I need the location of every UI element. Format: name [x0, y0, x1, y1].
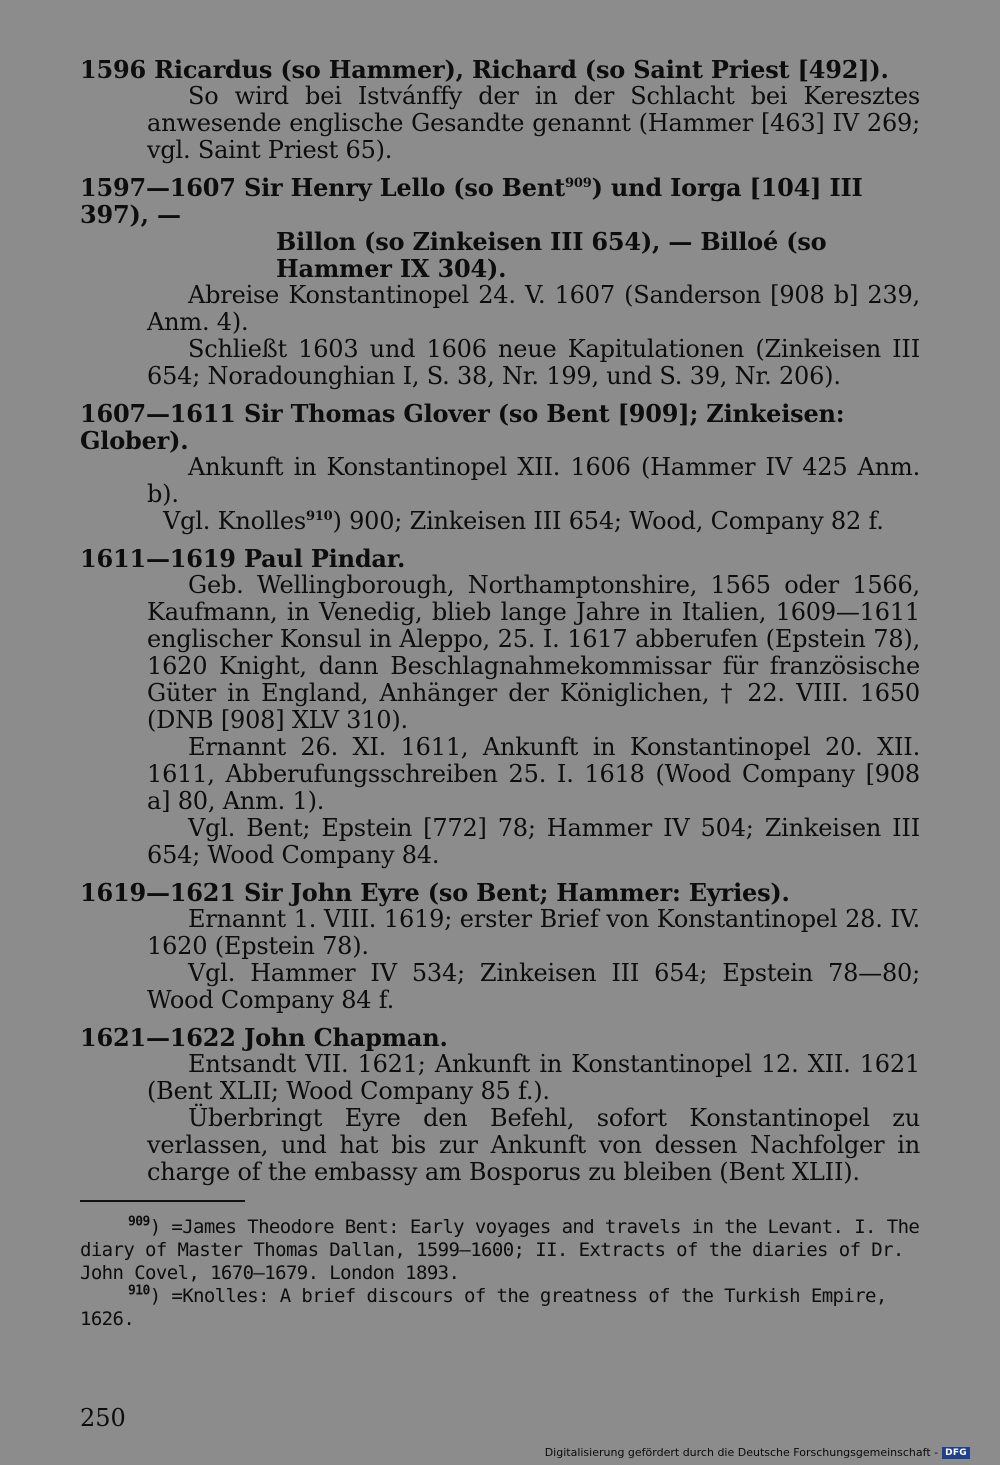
- page-number: 250: [80, 1404, 126, 1432]
- entry-heading: 1596 Ricardus (so Hammer), Richard (so Saint Priest [492]).: [80, 55, 889, 84]
- entry-heading: 1611—1619 Paul Pindar.: [80, 544, 406, 573]
- heading-text-tail: ) und Iorga [104] III 397), —: [80, 173, 863, 229]
- footnote-ref: 909: [565, 176, 592, 191]
- entry-1611: [80, 545, 920, 869]
- entry-paragraph: Überbringt Eyre den Befehl, sofort Konstantinopel zu verlassen, und hat bis zur Ankunft von dessen Nachfolger in charge of the embassy am Bosporus zu bleiben (Bent XLII).: [147, 1104, 920, 1186]
- entry-paragraph: So wird bei Istvánffy der in der Schlacht bei Keresztes anwesende englische Gesandte genannt (Hammer [463] IV 269; vgl. Saint Priest 65).: [147, 82, 920, 164]
- footnote-number: 910: [128, 1283, 150, 1299]
- dfg-logo-icon: DFG: [942, 1447, 970, 1459]
- paragraph-text-tail: ) 900; Zinkeisen III 654; Wood, Company 82 f.: [332, 507, 884, 535]
- entry-1619: [80, 879, 920, 1014]
- footnote-text: ) =James Theodore Bent: Early voyages and travels in the Levant. I. The diary of Master Thomas Dallan, 1599—1600; II. Extracts of the diaries of Dr. John Covel, 1670—1679. London 1893.: [80, 1216, 920, 1284]
- entry-paragraph: Vgl. Bent; Epstein [772] 78; Hammer IV 504; Zinkeisen III 654; Wood Company 84.: [147, 814, 920, 869]
- heading-text: 1597—1607 Sir Henry Lello (so Bent: [80, 173, 566, 202]
- heading-continuation: Billon (so Zinkeisen III 654), — Billoé (so Hammer IX 304).: [276, 227, 827, 283]
- entry-heading: 1621—1622 John Chapman.: [80, 1023, 448, 1052]
- entry-1607: [80, 400, 920, 535]
- paragraph-text: Vgl. Knolles: [163, 507, 306, 535]
- entry-paragraph: Entsandt VII. 1621; Ankunft in Konstantinopel 12. XII. 1621 (Bent XLII; Wood Company 85 f.).: [147, 1050, 920, 1105]
- entry-paragraph: Schließt 1603 und 1606 neue Kapitulationen (Zinkeisen III 654; Noradounghian I, S. 38, Nr. 199, und S. 39, Nr. 206).: [147, 335, 920, 390]
- page-body: [80, 56, 920, 1331]
- entry-paragraph: Vgl. Hammer IV 534; Zinkeisen III 654; Epstein 78—80; Wood Company 84 f.: [147, 959, 920, 1014]
- footnote-909: [80, 1216, 920, 1285]
- footnote-text: ) =Knolles: A brief discours of the greatness of the Turkish Empire, 1626.: [80, 1285, 887, 1330]
- digitization-credit: [545, 1446, 970, 1459]
- entry-paragraph: Ernannt 26. XI. 1611, Ankunft in Konstantinopel 20. XII. 1611, Abberufungsschreiben 25. I. 1618 (Wood Company [908 a] 80, Anm. 1).: [147, 733, 920, 815]
- entry-heading: [80, 174, 920, 282]
- entry-paragraph: Geb. Wellingborough, Northamptonshire, 1565 oder 1566, Kaufmann, in Venedig, blieb lange Jahre in Italien, 1609—1611 englischer Konsul in Aleppo, 25. I. 1617 abberufen (Epstein 78), 1620 Knight, dann Beschlagnahmekommissar für französische Güter in England, Anhänger der Königlichen, † 22. VIII. 1650 (DNB [908] XLV 310).: [147, 571, 920, 734]
- footnote-ref: 910: [305, 509, 333, 524]
- entry-paragraph: [80, 508, 920, 535]
- entry-paragraph: Abreise Konstantinopel 24. V. 1607 (Sanderson [908 b] 239, Anm. 4).: [147, 281, 920, 336]
- entry-1597: [80, 174, 920, 390]
- entry-heading: 1607—1611 Sir Thomas Glover (so Bent [909]; Zinkeisen: Glober).: [80, 399, 845, 455]
- footnote-separator: [80, 1200, 245, 1202]
- footnote-910: [80, 1285, 920, 1331]
- credit-text: Digitalisierung gefördert durch die Deutsche Forschungsgemeinschaft -: [544, 1446, 939, 1459]
- entry-heading: 1619—1621 Sir John Eyre (so Bent; Hammer: Eyries).: [80, 878, 790, 907]
- footnote-number: 909: [128, 1214, 150, 1230]
- entry-1596: [80, 56, 920, 164]
- entry-paragraph: Ankunft in Konstantinopel XII. 1606 (Hammer IV 425 Anm. b).: [147, 453, 920, 508]
- entry-1621: [80, 1024, 920, 1186]
- entry-paragraph: Ernannt 1. VIII. 1619; erster Brief von Konstantinopel 28. IV. 1620 (Epstein 78).: [147, 905, 920, 960]
- footnotes: [80, 1216, 920, 1331]
